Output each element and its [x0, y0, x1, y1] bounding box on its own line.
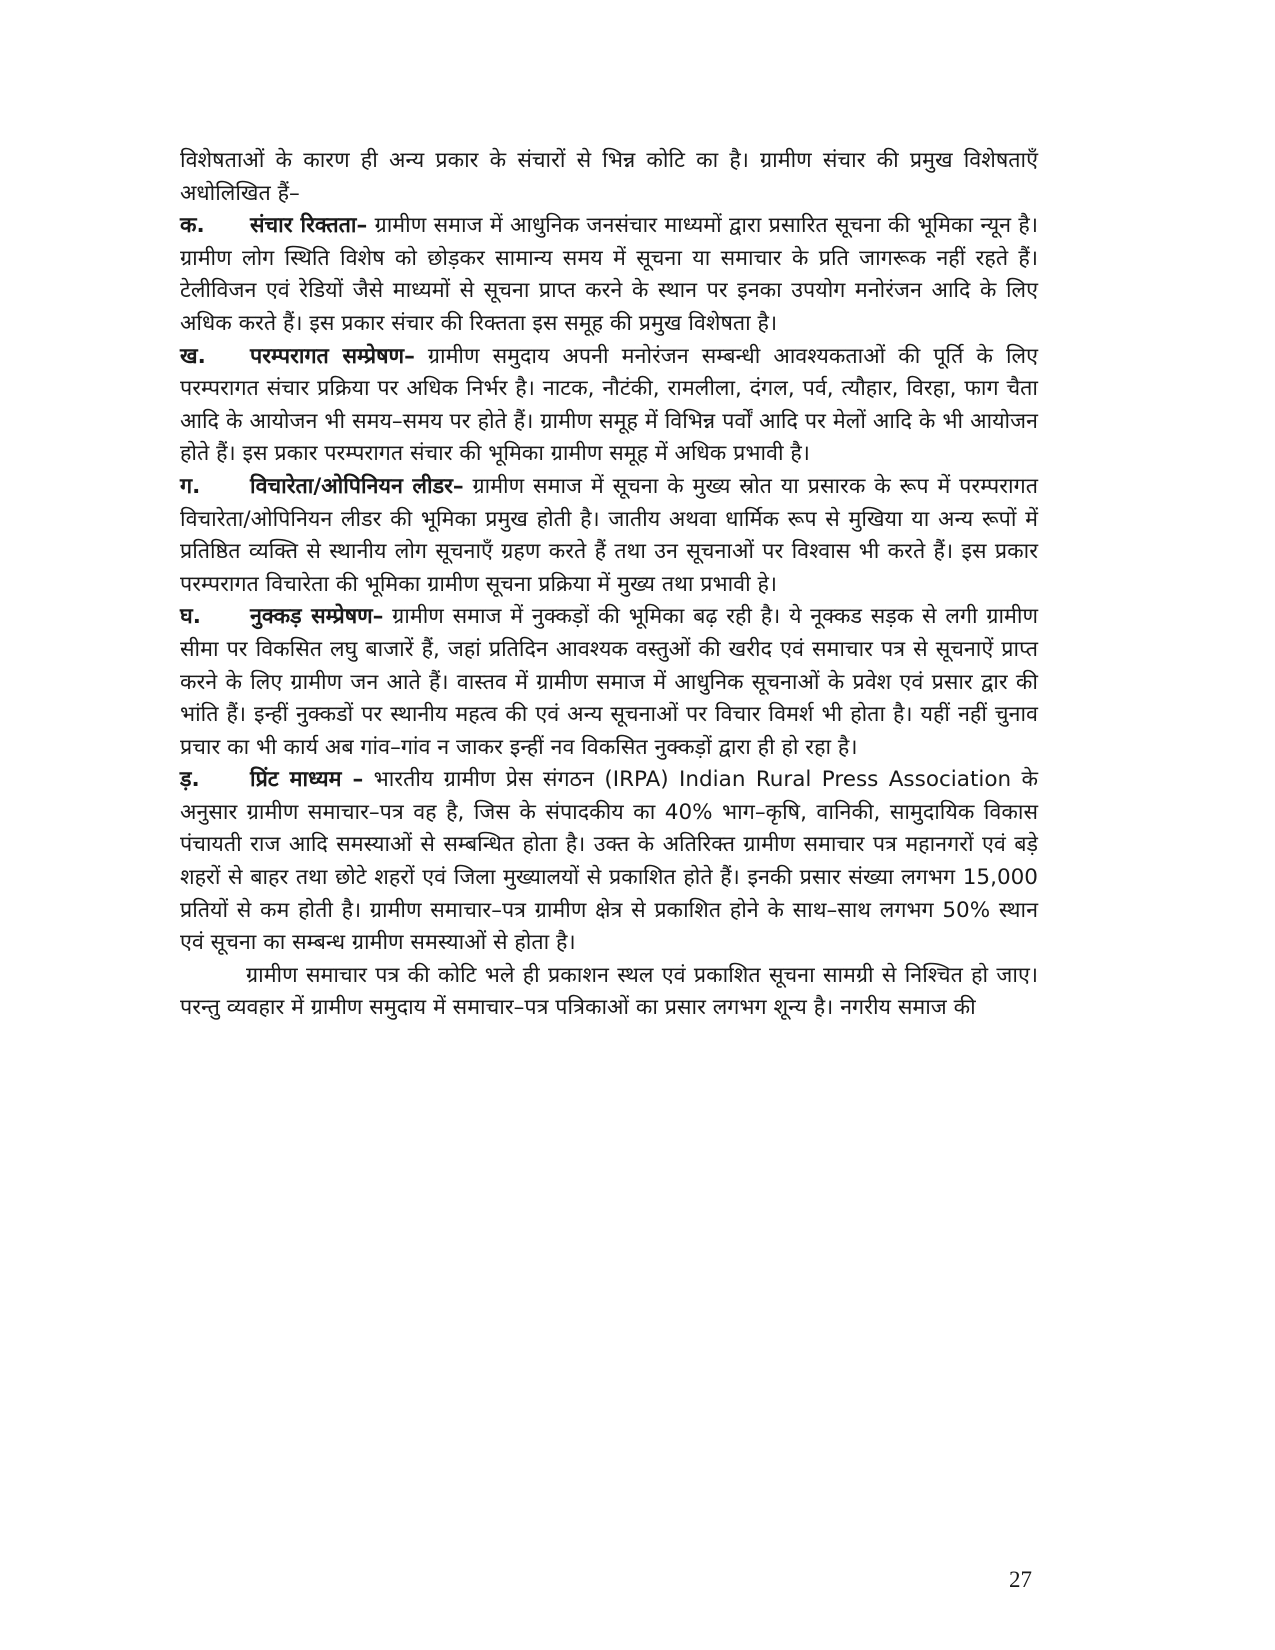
section-heading: परम्परागत सम्प्रेषण–: [250, 343, 415, 369]
section-marker: ड़.: [180, 767, 200, 793]
section-body: भारतीय ग्रामीण प्रेस संगठन (IRPA) Indian Rural Press Association के अनुसार ग्रामीण समाचार–पत्र वह है, जिस के संपादकीय का 40% भाग–कृषि, वानिकी, सामुदायिक विकास पंचायती राज आदि समस्याओं से सम्बन्धित होता है। उक्त के अतिरिक्त ग्रामीण समाचार पत्र महानगरों एवं बड़े शहरों से बाहर तथा छोटे शहरों एवं जिला मुख्यालयों से प्रकाशित होते हैं। इनकी प्रसार संख्या लगभग 15,000 प्रतियों से कम होती है। ग्रामीण समाचार–पत्र ग्रामीण क्षेत्र से प्रकाशित होने के साथ–साथ लगभग 50% स्थान एवं सूचना का सम्बन्ध ग्रामीण समस्याओं से होता है।: [180, 767, 1039, 956]
section-heading: प्रिंट माध्यम –: [250, 767, 364, 793]
section-heading: विचारेता/ओपिनियन लीडर–: [250, 473, 464, 499]
section-marker: ग.: [180, 473, 201, 499]
section-marker: घ.: [180, 604, 201, 630]
section-heading: नुक्कड़ सम्प्रेषण–: [250, 604, 384, 630]
section-body: ग्रामीण समुदाय अपनी मनोरंजन सम्बन्धी आवश्यकताओं की पूर्ति के लिए परम्परागत संचार प्रक्रिया पर अधिक निर्भर है। नाटक, नौटंकी, रामलीला, दंगल, पर्व, त्यौहार, विरहा, फाग चैता आदि के आयोजन भी समय–समय पर होते हैं। ग्रामीण समूह में विभिन्न पर्वों आदि पर मेलों आदि के भी आयोजन होते हैं। इस प्रकार परम्परागत संचार की भूमिका ग्रामीण समूह में अधिक प्रभावी है।: [180, 343, 1038, 467]
page-number: 27: [1009, 1567, 1032, 1592]
intro-paragraph: विशेषताओं के कारण ही अन्य प्रकार के संचारों से भिन्न कोटि का है। ग्रामीण संचार की प्रमुख विशेषताएँ अधोलिखित हैं–: [180, 148, 1038, 206]
section-marker: ख.: [180, 343, 206, 369]
section-body: ग्रामीण समाज में आधुनिक जनसंचार माध्यमों द्वारा प्रसारित सूचना की भूमिका न्यून है। ग्रामीण लोग स्थिति विशेष को छोड़कर सामान्य समय में सूचना या समाचार के प्रति जागरूक नहीं रहते हैं। टेलीविजन एवं रेडियों जैसे माध्यमों से सूचना प्राप्त करने के स्थान पर इनका उपयोग मनोरंजन आदि के लिए अधिक करते हैं। इस प्रकार संचार की रिक्तता इस समूह की प्रमुख विशेषता है।: [180, 213, 1038, 336]
section-body: ग्रामीण समाज में नुक्कड़ों की भूमिका बढ़ रही है। ये नूक्कड सड़क से लगी ग्रामीण सीमा पर विकसित लघु बाजारें हैं, जहां प्रतिदिन आवश्यक वस्तुओं की खरीद एवं समाचार पत्र से सूचनाऐं प्राप्त करने के लिए ग्रामीण जन आते हैं। वास्तव में ग्रामीण समाज में आधुनिक सूचनाओं के प्रवेश एवं प्रसार द्वार की भांति हैं। इन्हीं नुक्कडों पर स्थानीय महत्व की एवं अन्य सूचनाओं पर विचार विमर्श भी होता है। यहीं नहीं चुनाव प्रचार का भी कार्य अब गांव–गांव न जाकर इन्हीं नव विकसित नुक्कड़ों द्वारा ही हो रहा है।: [180, 604, 1038, 760]
section-heading: संचार रिक्तता–: [250, 213, 368, 239]
section-body: ग्रामीण समाज में सूचना के मुख्य स्रोत या प्रसारक के रूप में परम्परागत विचारेता/ओपिनियन लीडर की भूमिका प्रमुख होती है। जातीय अथवा धार्मिक रूप से मुखिया या अन्य रूपों में प्रतिष्ठित व्यक्ति से स्थानीय लोग सूचनाएँ ग्रहण करते हैं तथा उन सूचनाओं पर विश्वास भी करते हैं। इस प्रकार परम्परागत विचारेता की भूमिका ग्रामीण सूचना प्रक्रिया में मुख्य तथा प्रभावी हे।: [180, 473, 1038, 597]
section-marker: क.: [180, 213, 205, 239]
section-ka: [180, 210, 1038, 340]
section-kha: [180, 341, 1038, 471]
section-ga: [180, 471, 1038, 601]
document-page: [180, 145, 1038, 1025]
section-gha: [180, 601, 1038, 764]
closing-paragraph: ग्रामीण समाचार पत्र की कोटि भले ही प्रकाशन स्थल एवं प्रकाशित सूचना सामग्री से निश्चित हो जाए। परन्तु व्यवहार में ग्रामीण समुदाय में समाचार–पत्र पत्रिकाओं का प्रसार लगभग शून्य है। नगरीय समाज की: [180, 962, 1038, 1021]
section-nga: [180, 764, 1038, 960]
